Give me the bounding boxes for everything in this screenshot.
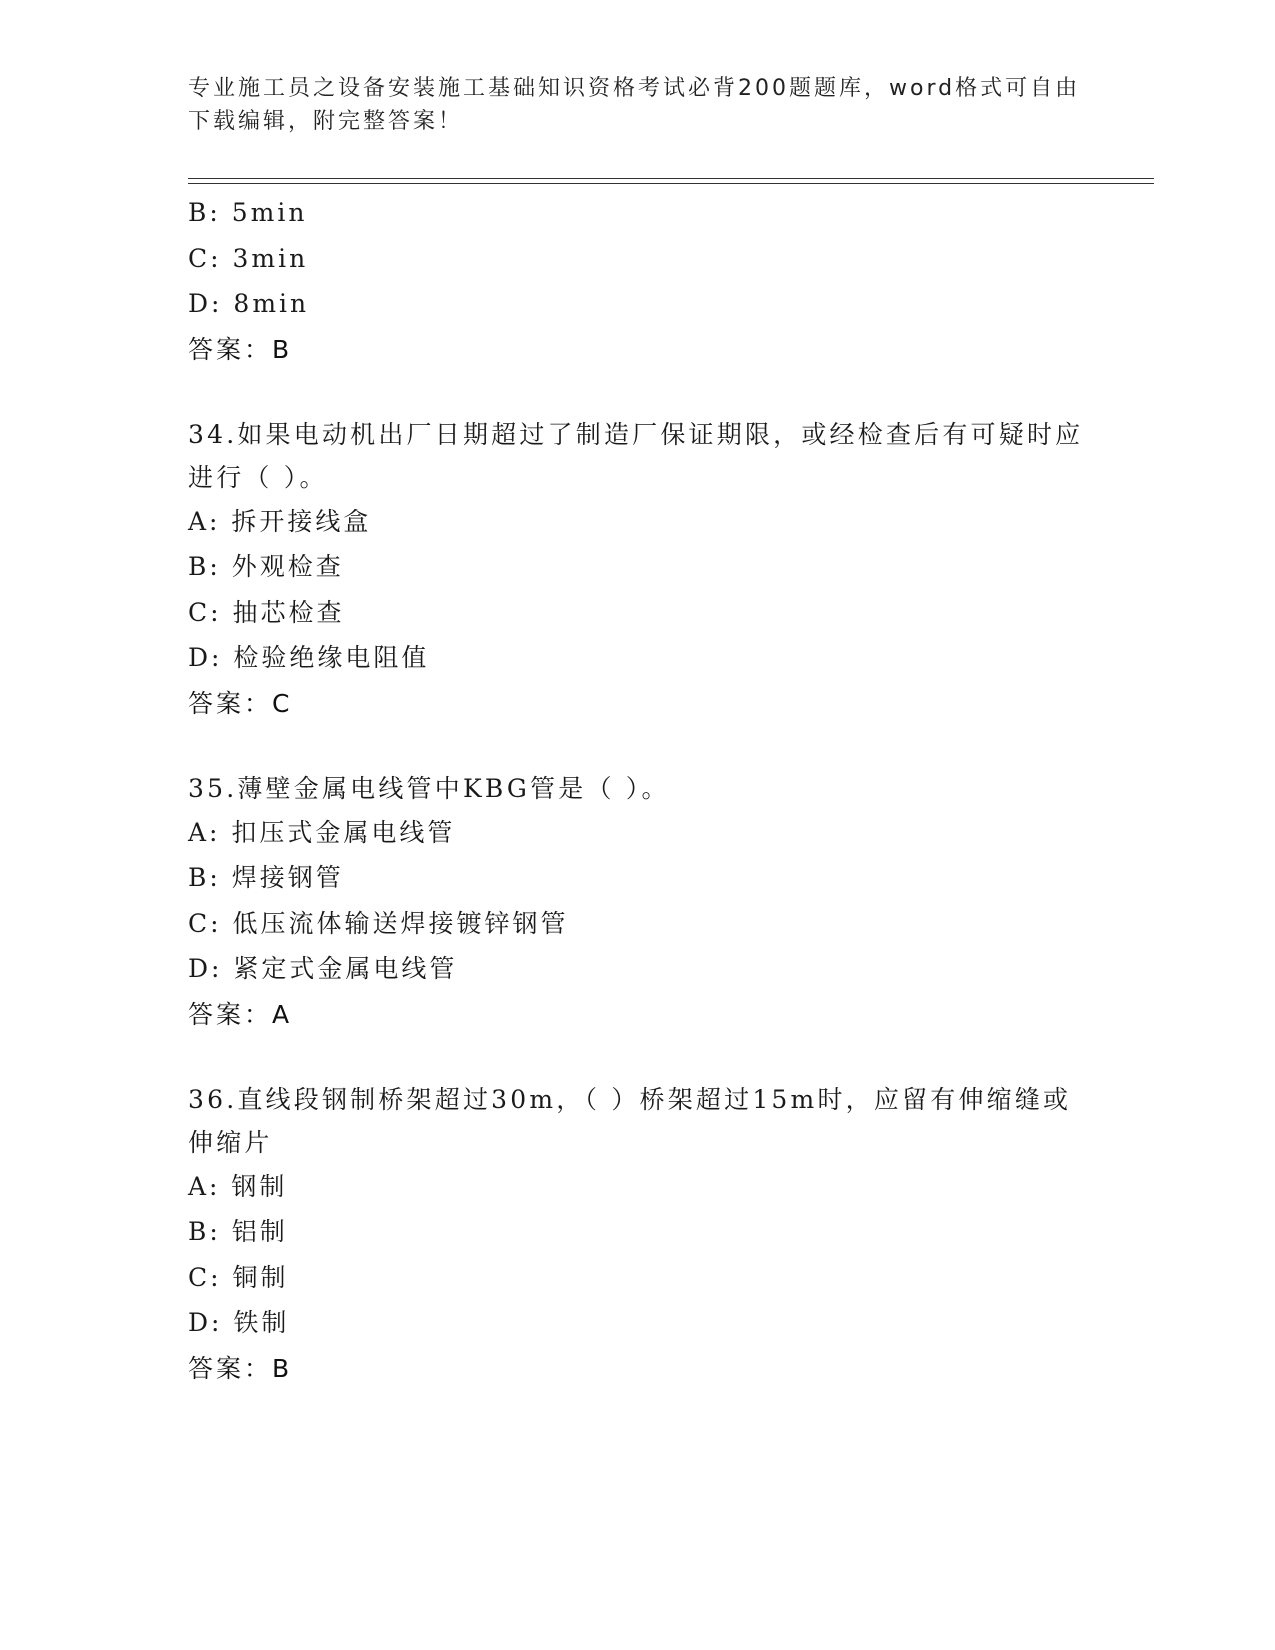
- header-rule-bottom: [188, 183, 1154, 184]
- document-header: 专业施工员之设备安装施工基础知识资格考试必背200题题库，word格式可自由下载编辑，附完整答案！: [188, 76, 1081, 134]
- question-spacer: [188, 727, 1088, 767]
- option-b: B: 外观检查: [188, 552, 344, 581]
- question-34: [188, 413, 1088, 727]
- option-d: D: 紧定式金属电线管: [188, 954, 458, 983]
- answer-line: 答案：B: [188, 1353, 293, 1383]
- answer-line: 答案：B: [188, 334, 293, 364]
- option-d: D: 检验绝缘电阻值: [188, 643, 430, 672]
- question-35: [188, 767, 1088, 1038]
- option-c: C: 低压流体输送焊接镀锌钢管: [188, 908, 569, 938]
- option-a: A: 拆开接线盒: [188, 506, 372, 536]
- option-d: D: 铁制: [188, 1308, 290, 1337]
- option-c: C: 铜制: [188, 1262, 289, 1292]
- option-b: B: 焊接钢管: [188, 863, 344, 892]
- option-a: A: 扣压式金属电线管: [188, 817, 456, 847]
- option-c: C: 3min: [188, 243, 309, 273]
- question-stem: 36.直线段钢制桥架超过30m，（ ）桥架超过15m时，应留有伸缩缝或伸缩片: [188, 1084, 1072, 1157]
- option-a: A: 钢制: [188, 1171, 288, 1201]
- option-c: C: 抽芯检查: [188, 597, 345, 627]
- question-stem: 35.薄壁金属电线管中KBG管是（ ）。: [188, 773, 670, 803]
- document-body: [188, 190, 1088, 1392]
- question-spacer: [188, 1038, 1088, 1078]
- option-b: B: 5min: [188, 198, 308, 227]
- question-spacer: [188, 373, 1088, 413]
- question-33-tail: [188, 190, 1088, 373]
- answer-line: 答案：A: [188, 999, 293, 1029]
- answer-line: 答案：C: [188, 688, 293, 718]
- question-36: [188, 1078, 1088, 1392]
- header-rule-top: [188, 178, 1154, 179]
- option-b: B: 铝制: [188, 1217, 288, 1246]
- option-d: D: 8min: [188, 289, 310, 318]
- question-stem: 34.如果电动机出厂日期超过了制造厂保证期限，或经检查后有可疑时应进行（ ）。: [188, 419, 1084, 492]
